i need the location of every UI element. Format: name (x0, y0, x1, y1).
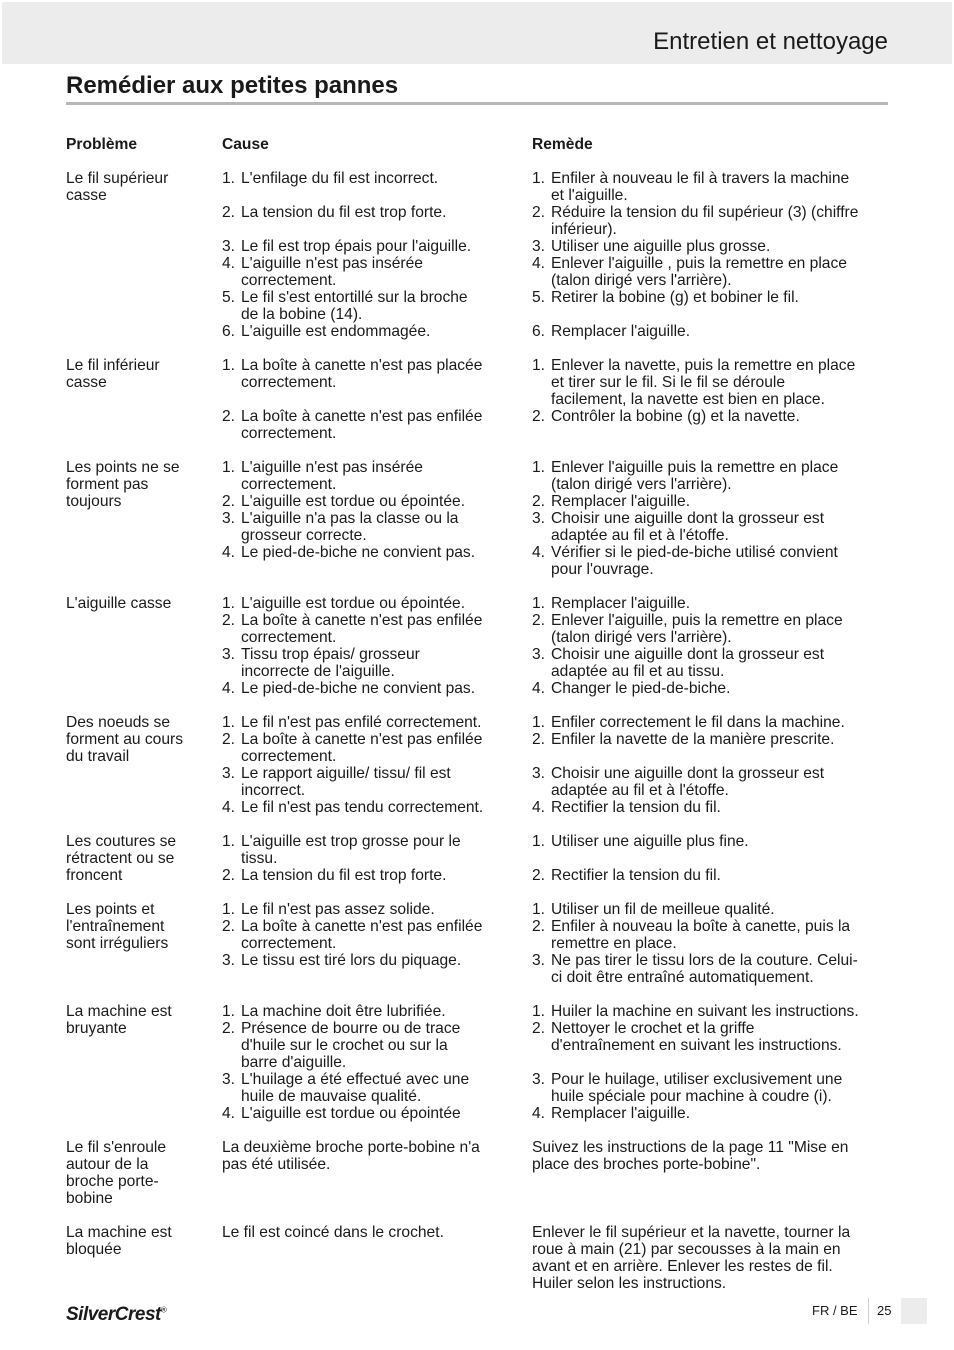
cause-text: L'aiguille n'est pas insérée correctement. (241, 255, 423, 289)
remedy-text: Enfiler correctement le fil dans la machine. (551, 714, 845, 731)
problem-text: Des noeuds se forment au cours du travail (66, 714, 184, 765)
remedy-text: Choisir une aiguille dont la grosseur est adaptée au fil et au tissu. (551, 646, 825, 680)
cause-number: 2. (222, 731, 236, 748)
cause-text: L'aiguille est endommagée. (241, 323, 431, 340)
cause-text: Le tissu est tiré lors du piquage. (241, 952, 462, 969)
page-number: 25 (877, 1303, 892, 1318)
remedy-item (532, 765, 888, 799)
cause-number: 1. (222, 901, 236, 918)
footer-tab-marker (901, 1298, 927, 1324)
cause-item (222, 238, 522, 255)
cause-number: 1. (222, 833, 236, 850)
cause-number: 2. (222, 1020, 236, 1037)
remedy-item (532, 459, 888, 493)
remedy-text: Nettoyer le crochet et la griffe d'entraînement en suivant les instructions. (551, 1020, 842, 1054)
remedy-text: Remplacer l'aiguille. (551, 1105, 691, 1122)
table-row (66, 1224, 888, 1292)
cause-text: L'aiguille n'a pas la classe ou la grosseur correcte. (241, 510, 459, 544)
cause-item (222, 408, 522, 442)
cause-text: La boîte à canette n'est pas placée correctement. (241, 357, 483, 391)
problem-text: Le fil s'enroule autour de la broche porte- bobine (66, 1139, 167, 1207)
cause-item (222, 1071, 522, 1105)
problem-text: Les points et l'entraînement sont irréguliers (66, 901, 169, 952)
cause-item (222, 493, 522, 510)
cause-item (222, 1003, 522, 1020)
remedy-number: 2. (532, 204, 546, 221)
cause-item (222, 646, 522, 680)
remedy-text: Remplacer l'aiguille. (551, 323, 691, 340)
remedy-number: 4. (532, 1105, 546, 1122)
table-row (66, 1003, 888, 1122)
remedy-text: Rectifier la tension du fil. (551, 799, 721, 816)
cause-item (222, 680, 522, 697)
cause-number: 2. (222, 204, 236, 221)
remedy-item (532, 833, 888, 850)
table-row (66, 170, 888, 340)
remedy-text: Pour le huilage, utiliser exclusivement une huile spéciale pour machine à coudre (i). (551, 1071, 843, 1105)
cause-item (222, 714, 522, 731)
cause-text: L'aiguille est tordue ou épointée (241, 1105, 461, 1122)
cause-item (222, 459, 522, 493)
cause-number: 2. (222, 408, 236, 425)
remedy-number: 1. (532, 1003, 546, 1020)
remedy-item (532, 731, 888, 748)
remedy-number: 3. (532, 646, 546, 663)
remedy-item (532, 408, 888, 425)
cause-text: Tissu trop épais/ grosseur incorrecte de l'aiguille. (241, 646, 420, 680)
remedy-number: 3. (532, 952, 546, 969)
remedy-text: Choisir une aiguille dont la grosseur est adaptée au fil et à l'étoffe. (551, 510, 825, 544)
table-row (66, 595, 888, 697)
remedy-text: Remplacer l'aiguille. (551, 493, 691, 510)
problem-text: La machine est bruyante (66, 1003, 172, 1037)
cause-number: 2. (222, 918, 236, 935)
cause-text: Le rapport aiguille/ tissu/ fil est incorrect. (241, 765, 451, 799)
cause-text: Le fil n'est pas assez solide. (241, 901, 435, 918)
cause-number: 4. (222, 255, 236, 272)
remedy-number: 1. (532, 357, 546, 374)
remedy-item (532, 323, 888, 340)
cause-item (222, 867, 522, 884)
cause-item (222, 952, 522, 969)
remedy-item (532, 901, 888, 918)
remedy-number: 4. (532, 255, 546, 272)
table-row (66, 901, 888, 986)
remedy-text: Enlever l'aiguille, puis la remettre en place (talon dirigé vers l'arrière). (551, 612, 843, 646)
remedy-text: Suivez les instructions de la page 11 "Mise en place des broches porte-bobine". (532, 1139, 849, 1173)
cause-item (222, 170, 522, 187)
cause-number: 6. (222, 323, 236, 340)
remedy-text: Retirer la bobine (g) et bobiner le fil. (551, 289, 799, 306)
table-row (66, 714, 888, 816)
remedy-item (532, 918, 888, 952)
remedy-text: Enlever le fil supérieur et la navette, tourner la roue à main (21) par secousses à la main en avant et en arrière. Enlever les restes de fil. Huiler selon les instructions. (532, 1224, 851, 1292)
cause-text: L'aiguille est tordue ou épointée. (241, 493, 466, 510)
cause-text: Présence de bourre ou de trace d'huile sur le crochet ou sur la barre d'aiguille. (241, 1020, 461, 1071)
column-header-cause: Cause (222, 136, 269, 153)
remedy-text: Contrôler la bobine (g) et la navette. (551, 408, 800, 425)
cause-text: Le fil s'est entortillé sur la broche de la bobine (14). (241, 289, 468, 323)
cause-number: 2. (222, 493, 236, 510)
remedy-text: Huiler la machine en suivant les instructions. (551, 1003, 859, 1020)
problem-text: Le fil supérieur casse (66, 170, 169, 204)
remedy-text: Ne pas tirer le tissu lors de la couture. Celui- ci doit être entraîné automatiquement. (551, 952, 858, 986)
cause-item (222, 289, 522, 323)
remedy-item (532, 867, 888, 884)
remedy-number: 2. (532, 493, 546, 510)
remedy-number: 2. (532, 1020, 546, 1037)
problem-text: L'aiguille casse (66, 595, 172, 612)
cause-item (222, 833, 522, 867)
cause-item (222, 612, 522, 646)
cause-text: La boîte à canette n'est pas enfilée correctement. (241, 612, 483, 646)
cause-item (222, 255, 522, 289)
cause-text: La tension du fil est trop forte. (241, 867, 447, 884)
remedy-text: Enfiler la navette de la manière prescrite. (551, 731, 835, 748)
remedy-item (532, 170, 888, 204)
footer-language: FR / BE (812, 1303, 858, 1318)
cause-number: 2. (222, 867, 236, 884)
troubleshooting-table (66, 136, 888, 1309)
cause-number: 4. (222, 680, 236, 697)
cause-text: L'aiguille est trop grosse pour le tissu. (241, 833, 461, 867)
cause-number: 5. (222, 289, 236, 306)
remedy-item (532, 1003, 888, 1020)
cause-item (222, 595, 522, 612)
remedy-text: Enlever l'aiguille puis la remettre en place (talon dirigé vers l'arrière). (551, 459, 839, 493)
remedy-number: 6. (532, 323, 546, 340)
remedy-text: Enlever la navette, puis la remettre en place et tirer sur le fil. Si le fil se déroule facilement, la navette est bien en place. (551, 357, 856, 408)
remedy-number: 3. (532, 510, 546, 527)
cause-text: Le fil n'est pas tendu correctement. (241, 799, 484, 816)
remedy-item (532, 493, 888, 510)
remedy-number: 2. (532, 867, 546, 884)
remedy-text: Utiliser une aiguille plus grosse. (551, 238, 771, 255)
remedy-item (532, 510, 888, 544)
remedy-number: 1. (532, 901, 546, 918)
cause-number: 4. (222, 544, 236, 561)
cause-number: 1. (222, 595, 236, 612)
remedy-number: 4. (532, 799, 546, 816)
cause-number: 3. (222, 952, 236, 969)
remedy-number: 5. (532, 289, 546, 306)
remedy-number: 3. (532, 238, 546, 255)
cause-text: L'enfilage du fil est incorrect. (241, 170, 439, 187)
remedy-number: 2. (532, 918, 546, 935)
problem-text: La machine est bloquée (66, 1224, 172, 1258)
brand-logo: SilverCrest® (66, 1304, 167, 1325)
remedy-text: Choisir une aiguille dont la grosseur est adaptée au fil et à l'étoffe. (551, 765, 825, 799)
remedy-item (532, 1071, 888, 1105)
cause-item (222, 544, 522, 561)
remedy-item (532, 544, 888, 578)
remedy-item (532, 289, 888, 306)
cause-item (222, 1020, 522, 1071)
cause-number: 1. (222, 170, 236, 187)
remedy-text: Enfiler à nouveau la boîte à canette, puis la remettre en place. (551, 918, 851, 952)
remedy-number: 1. (532, 595, 546, 612)
remedy-number: 4. (532, 544, 546, 561)
cause-number: 1. (222, 459, 236, 476)
remedy-item (532, 238, 888, 255)
cause-number: 2. (222, 612, 236, 629)
page-title: Remédier aux petites pannes (66, 72, 399, 99)
problem-text: Les points ne se forment pas toujours (66, 459, 180, 510)
cause-item (222, 901, 522, 918)
cause-item (222, 1105, 522, 1122)
cause-item (222, 918, 522, 952)
cause-text: L'aiguille n'est pas insérée correctement. (241, 459, 423, 493)
problem-text: Le fil inférieur casse (66, 357, 160, 391)
table-row (66, 357, 888, 442)
remedy-item (532, 612, 888, 646)
cause-text: L'huilage a été effectué avec une huile de mauvaise qualité. (241, 1071, 470, 1105)
remedy-number: 2. (532, 731, 546, 748)
remedy-item (532, 204, 888, 238)
remedy-text: Utiliser une aiguille plus fine. (551, 833, 749, 850)
remedy-text: Rectifier la tension du fil. (551, 867, 721, 884)
cause-text: La tension du fil est trop forte. (241, 204, 447, 221)
remedy-text: Enlever l'aiguille , puis la remettre en place (talon dirigé vers l'arrière). (551, 255, 847, 289)
remedy-item (532, 1105, 888, 1122)
table-header-row (66, 136, 888, 153)
remedy-text: Remplacer l'aiguille. (551, 595, 691, 612)
cause-number: 1. (222, 357, 236, 374)
remedy-text: Réduire la tension du fil supérieur (3) (chiffre inférieur). (551, 204, 859, 238)
remedy-item (532, 799, 888, 816)
remedy-item (532, 952, 888, 986)
title-rule (66, 102, 888, 105)
cause-number: 3. (222, 1071, 236, 1088)
remedy-text: Changer le pied-de-biche. (551, 680, 731, 697)
cause-number: 3. (222, 238, 236, 255)
remedy-number: 4. (532, 680, 546, 697)
remedy-item (532, 646, 888, 680)
remedy-item (532, 714, 888, 731)
remedy-number: 1. (532, 170, 546, 187)
remedy-number: 1. (532, 714, 546, 731)
remedy-text: Vérifier si le pied-de-biche utilisé convient pour l'ouvrage. (551, 544, 838, 578)
cause-text: Le fil est coincé dans le crochet. (222, 1224, 444, 1241)
remedy-item (532, 255, 888, 289)
remedy-number: 1. (532, 833, 546, 850)
cause-item (222, 204, 522, 221)
cause-number: 1. (222, 714, 236, 731)
cause-number: 3. (222, 646, 236, 663)
table-row (66, 459, 888, 578)
remedy-item (532, 1020, 888, 1054)
remedy-number: 3. (532, 765, 546, 782)
cause-number: 4. (222, 799, 236, 816)
table-body (66, 170, 888, 1292)
remedy-number: 2. (532, 612, 546, 629)
cause-number: 3. (222, 510, 236, 527)
remedy-item (532, 357, 888, 408)
cause-text: L'aiguille est tordue ou épointée. (241, 595, 466, 612)
footer-divider (868, 1298, 869, 1324)
cause-text: Le fil est trop épais pour l'aiguille. (241, 238, 472, 255)
cause-text: La boîte à canette n'est pas enfilée correctement. (241, 731, 483, 765)
cause-text: La deuxième broche porte-bobine n'a pas été utilisée. (222, 1139, 480, 1173)
cause-item (222, 510, 522, 544)
table-row (66, 833, 888, 884)
cause-text: Le fil n'est pas enfilé correctement. (241, 714, 482, 731)
remedy-text: Utiliser un fil de meilleue qualité. (551, 901, 775, 918)
cause-text: La boîte à canette n'est pas enfilée correctement. (241, 918, 483, 952)
remedy-number: 3. (532, 1071, 546, 1088)
remedy-text: Enfiler à nouveau le fil à travers la machine et l'aiguille. (551, 170, 850, 204)
cause-text: Le pied-de-biche ne convient pas. (241, 544, 476, 561)
cause-text: La boîte à canette n'est pas enfilée correctement. (241, 408, 483, 442)
remedy-item (532, 680, 888, 697)
column-header-remedy: Remède (532, 136, 593, 153)
cause-item (222, 765, 522, 799)
table-row (66, 1139, 888, 1207)
remedy-number: 1. (532, 459, 546, 476)
cause-item (222, 799, 522, 816)
cause-number: 3. (222, 765, 236, 782)
cause-number: 1. (222, 1003, 236, 1020)
column-header-problem: Problème (66, 136, 138, 153)
cause-item (222, 357, 522, 391)
remedy-item (532, 595, 888, 612)
remedy-number: 2. (532, 408, 546, 425)
cause-item (222, 731, 522, 765)
problem-text: Les coutures se rétractent ou se froncent (66, 833, 177, 884)
cause-text: Le pied-de-biche ne convient pas. (241, 680, 476, 697)
cause-number: 4. (222, 1105, 236, 1122)
cause-item (222, 323, 522, 340)
cause-text: La machine doit être lubrifiée. (241, 1003, 446, 1020)
section-title: Entretien et nettoyage (653, 28, 888, 55)
